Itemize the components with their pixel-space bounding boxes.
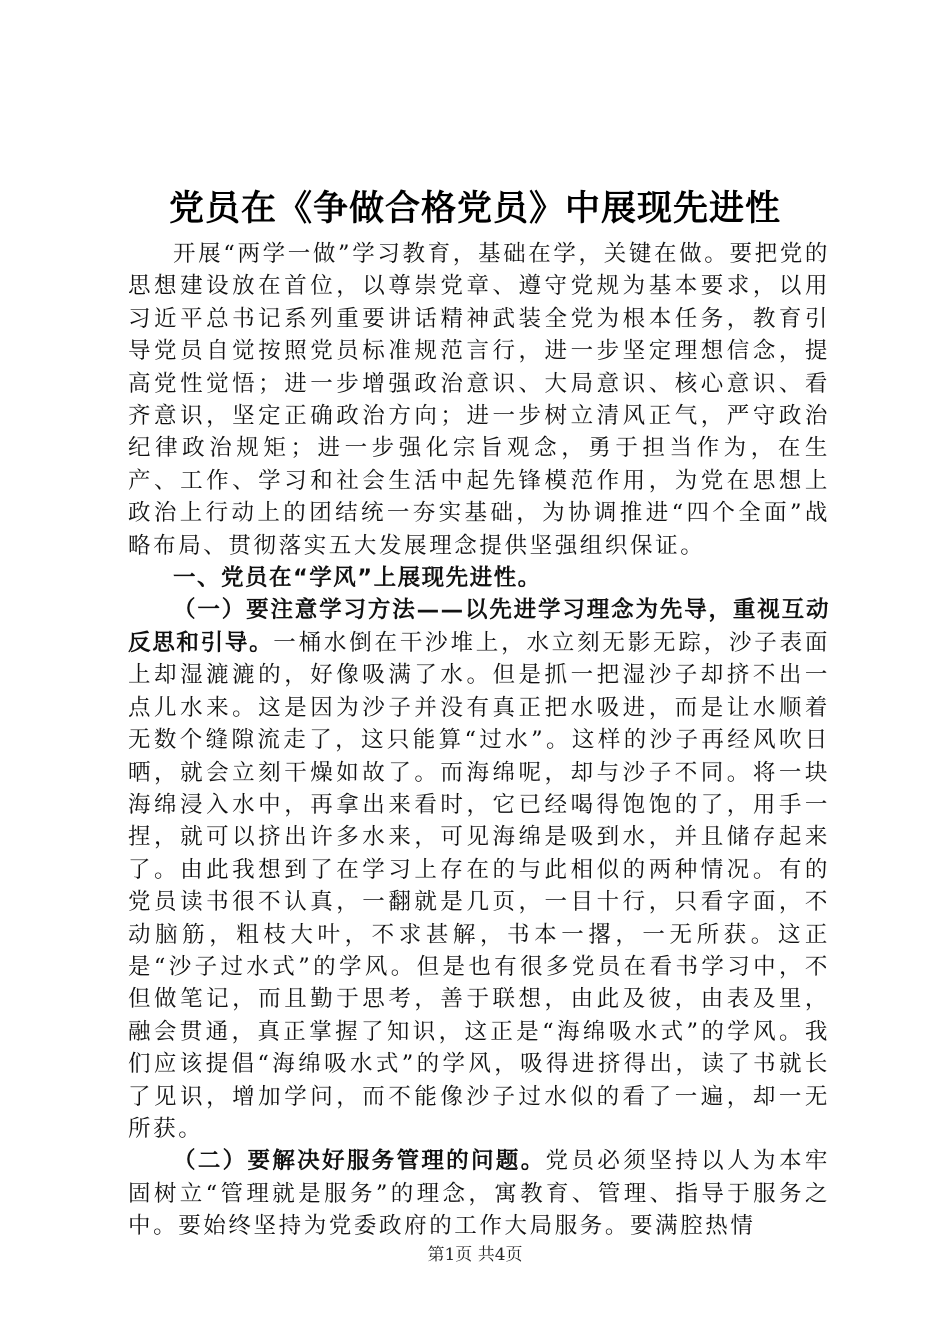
section-heading: 一、党员在“学风”上展现先进性。 [173,565,542,592]
document-body [128,238,830,1243]
subsection-2-paragraph [128,1145,830,1242]
subsection-2-heading: （二）要解决好服务管理的问题。 [173,1148,546,1175]
document-title: 党员在《争做合格党员》中展现先进性 [168,189,781,229]
intro-paragraph: 开展“两学一做”学习教育，基础在学，关键在做。要把党的思想建设放在首位，以尊崇党章、遵守党规为基本要求，以用习近平总书记系列重要讲话精神武装全党为根本任务，教育引导党员自觉按照党员标准规范言行，进一步坚定理想信念，提高党性觉悟；进一步增强政治意识、大局意识、核心意识、看齐意识，坚定正确政治方向；进一步树立清风正气，严守政治纪律政治规矩；进一步强化宗旨观念，勇于担当作为，在生产、工作、学习和社会生活中起先锋模范作用，为党在思想上政治上行动上的团结统一夯实基础，为协调推进“四个全面”战略布局、贯彻落实五大发展理念提供坚强组织保证。 [128,241,830,559]
subsection-2-body: 党员必须坚持以人为本牢固树立“管理就是服务”的理念，寓教育、管理、指导于服务之中。要始终坚持为党委政府的工作大局服务。要满腔热情 [128,1148,830,1240]
subsection-1-paragraph [128,594,830,1145]
subsection-1-body: 一桶水倒在干沙堆上，水立刻无影无踪，沙子表面上却湿漉漉的，好像吸满了水。但是抓一把湿沙子却挤不出一点儿水来。这是因为沙子并没有真正把水吸进，而是让水顺着无数个缝隙流走了，这只能算“过水”。这样的沙子再经风吹日晒，就会立刻干燥如故了。而海绵呢，却与沙子不同。将一块海绵浸入水中，再拿出来看时，它已经喝得饱饱的了，用手一捏，就可以挤出许多水来，可见海绵是吸到水，并且储存起来了。由此我想到了在学习上存在的与此相似的两种情况。有的党员读书很不认真，一翻就是几页，一目十行，只看字面，不动脑筋，粗枝大叶，不求甚解，书本一撂，一无所获。这正是“沙子过水式”的学风。但是也有很多党员在看书学习中，不但做笔记，而且勤于思考，善于联想，由此及彼，由表及里，融会贯通，真正掌握了知识，这正是“海绵吸水式”的学风。我们应该提倡“海绵吸水式”的学风，吸得进挤得出，读了书就长了见识，增加学问，而不能像沙子过水似的看了一遍，却一无所获。 [128,629,830,1142]
page-number: 第1页 共4页 [427,1245,523,1265]
subsection-1-heading: （一）要注意学习方法——以先进学习理念为先导，重视互动反思和引导。 [128,597,830,656]
